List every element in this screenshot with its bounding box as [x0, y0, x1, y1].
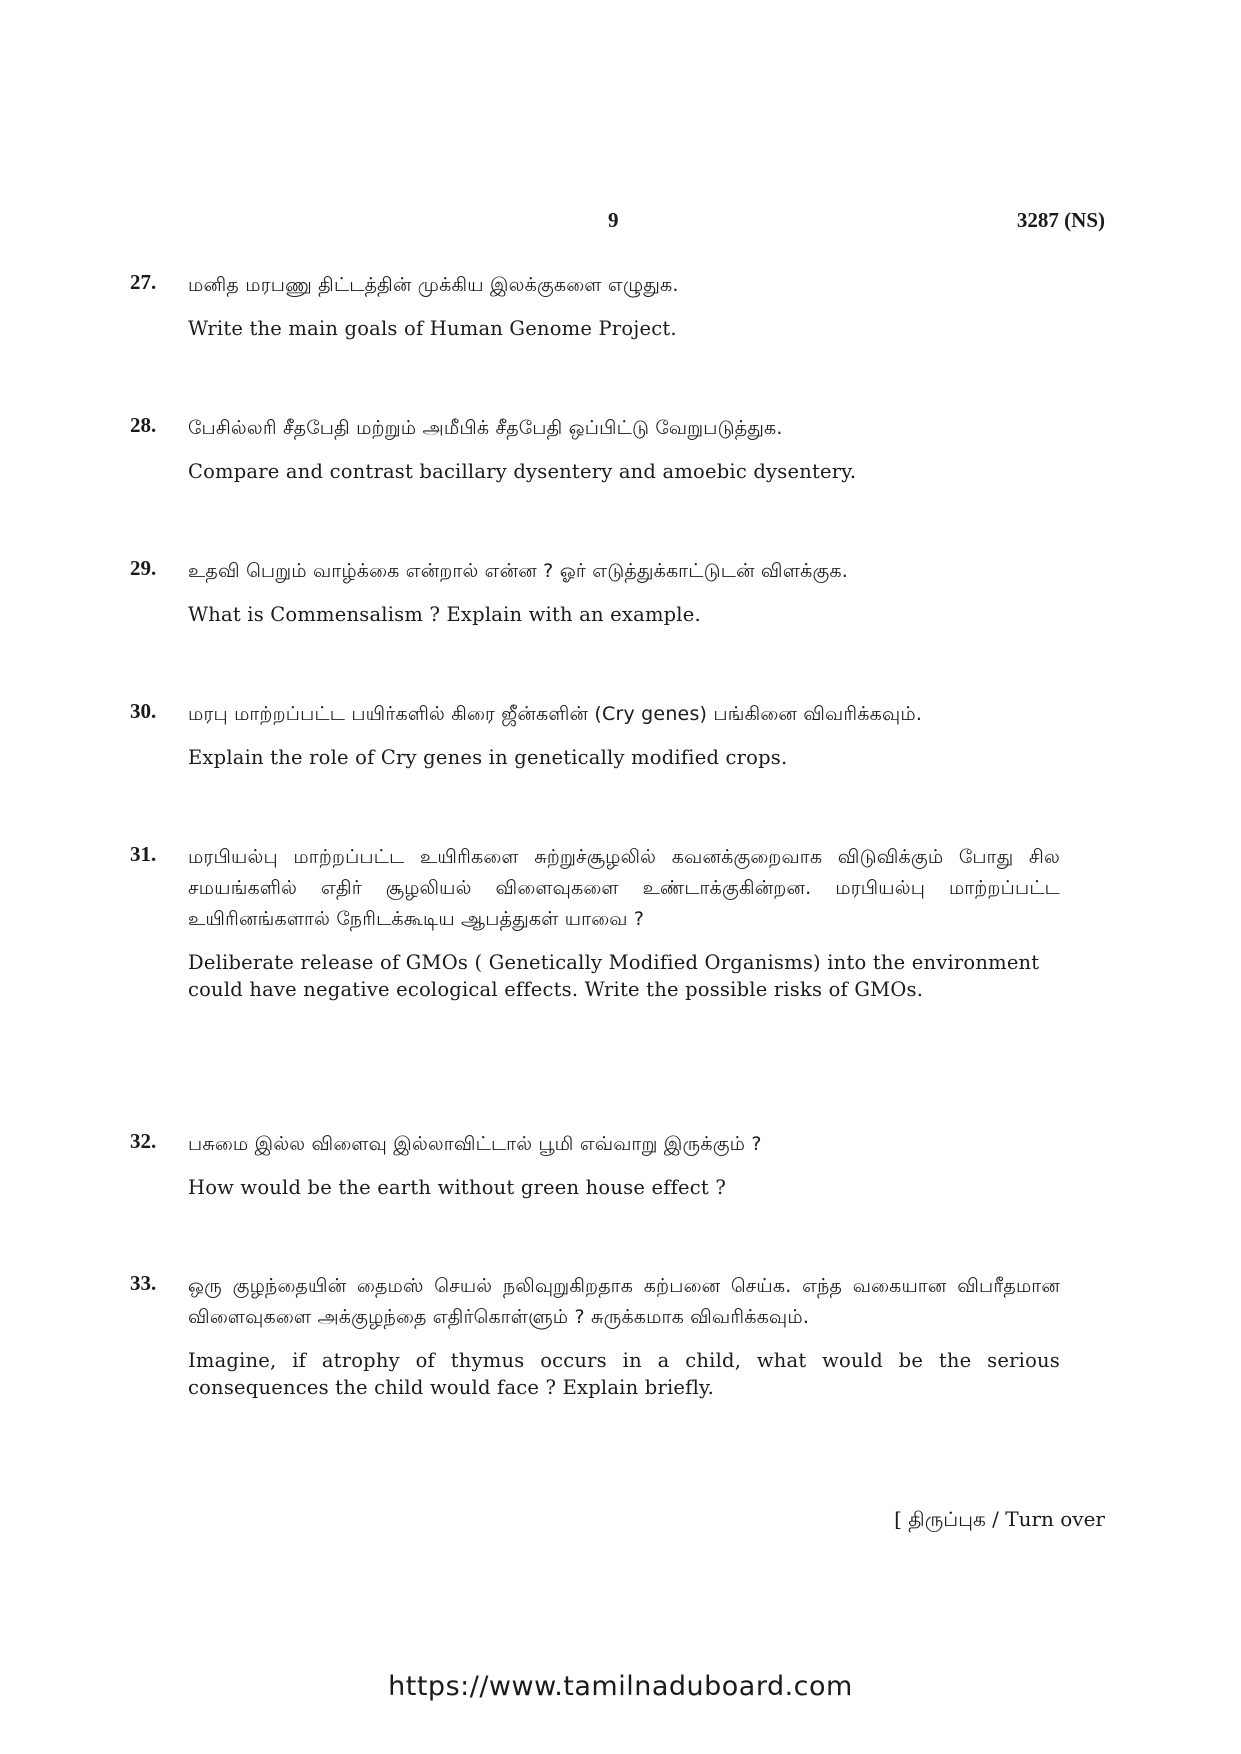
- question-english-text: Imagine, if atrophy of thymus occurs in a child, what would be the serious consequences the child would face ? Explain briefly.: [188, 1349, 1060, 1399]
- question-tamil-text: பேசில்லரி சீதபேதி மற்றும் அமீபிக் சீதபேதி ஒப்பிட்டு வேறுபடுத்துக.: [188, 417, 783, 439]
- turn-over-note: [ திருப்புக / Turn over: [894, 1507, 1105, 1531]
- question-tamil-text: மரபியல்பு மாற்றப்பட்ட உயிரிகளை சுற்றுச்சூழலில் கவனக்குறைவாக விடுவிக்கும் போது சில சமயங்களில் எதிர் சூழலியல் விளைவுகளை உண்டாக்குகின்றன. மரபியல்பு மாற்றப்பட்ட உயிரினங்களால் நேரிடக்கூடிய ஆபத்துகள் யாவை ?: [188, 846, 1060, 930]
- question-tamil-text: உதவி பெறும் வாழ்க்கை என்றால் என்ன ? ஓர் எடுத்துக்காட்டுடன் விளக்குக.: [188, 560, 849, 582]
- question-english-text: What is Commensalism ? Explain with an example.: [188, 603, 701, 626]
- question-number: 32.: [130, 1129, 157, 1153]
- question-28: [130, 413, 1060, 485]
- question-number: 27.: [130, 270, 157, 294]
- question-tamil-text: ஒரு குழந்தையின் தைமஸ் செயல் நலிவுறுகிறதாக கற்பனை செய்க. எந்த வகையான விபரீதமான விளைவுகளை அக்குழந்தை எதிர்கொள்ளும் ? சுருக்கமாக விவரிக்கவும்.: [188, 1275, 1060, 1328]
- question-english-text: Write the main goals of Human Genome Project.: [188, 317, 677, 340]
- question-english-text: Explain the role of Cry genes in genetically modified crops.: [188, 746, 788, 769]
- question-number: 30.: [130, 699, 157, 723]
- question-27: [130, 270, 1060, 342]
- question-30: [130, 699, 1060, 771]
- question-number: 33.: [130, 1271, 157, 1295]
- footer-url: https://www.tamilnaduboard.com: [388, 1671, 853, 1702]
- question-29: [130, 556, 1060, 628]
- question-english-text: How would be the earth without green house effect ?: [188, 1176, 727, 1199]
- question-english-text: Deliberate release of GMOs ( Genetically Modified Organisms) into the environment could have negative ecological effects. Write the possible risks of GMOs.: [188, 951, 1040, 1001]
- question-tamil-text: மரபு மாற்றப்பட்ட பயிர்களில் கிரை ஜீன்களின் (Cry genes) பங்கினை விவரிக்கவும்.: [188, 703, 923, 725]
- question-tamil-text: பசுமை இல்ல விளைவு இல்லாவிட்டால் பூமி எவ்வாறு இருக்கும் ?: [188, 1133, 762, 1155]
- question-number: 29.: [130, 556, 157, 580]
- question-33: [130, 1271, 1060, 1401]
- question-32: [130, 1129, 1060, 1201]
- question-31: [130, 842, 1060, 1003]
- page-number: 9: [608, 208, 619, 232]
- question-tamil-text: மனித மரபணு திட்டத்தின் முக்கிய இலக்குகளை எழுதுக.: [188, 274, 679, 296]
- question-number: 28.: [130, 413, 157, 437]
- question-english-text: Compare and contrast bacillary dysentery and amoebic dysentery.: [188, 460, 857, 483]
- question-number: 31.: [130, 842, 157, 866]
- paper-code: 3287 (NS): [1016, 208, 1105, 232]
